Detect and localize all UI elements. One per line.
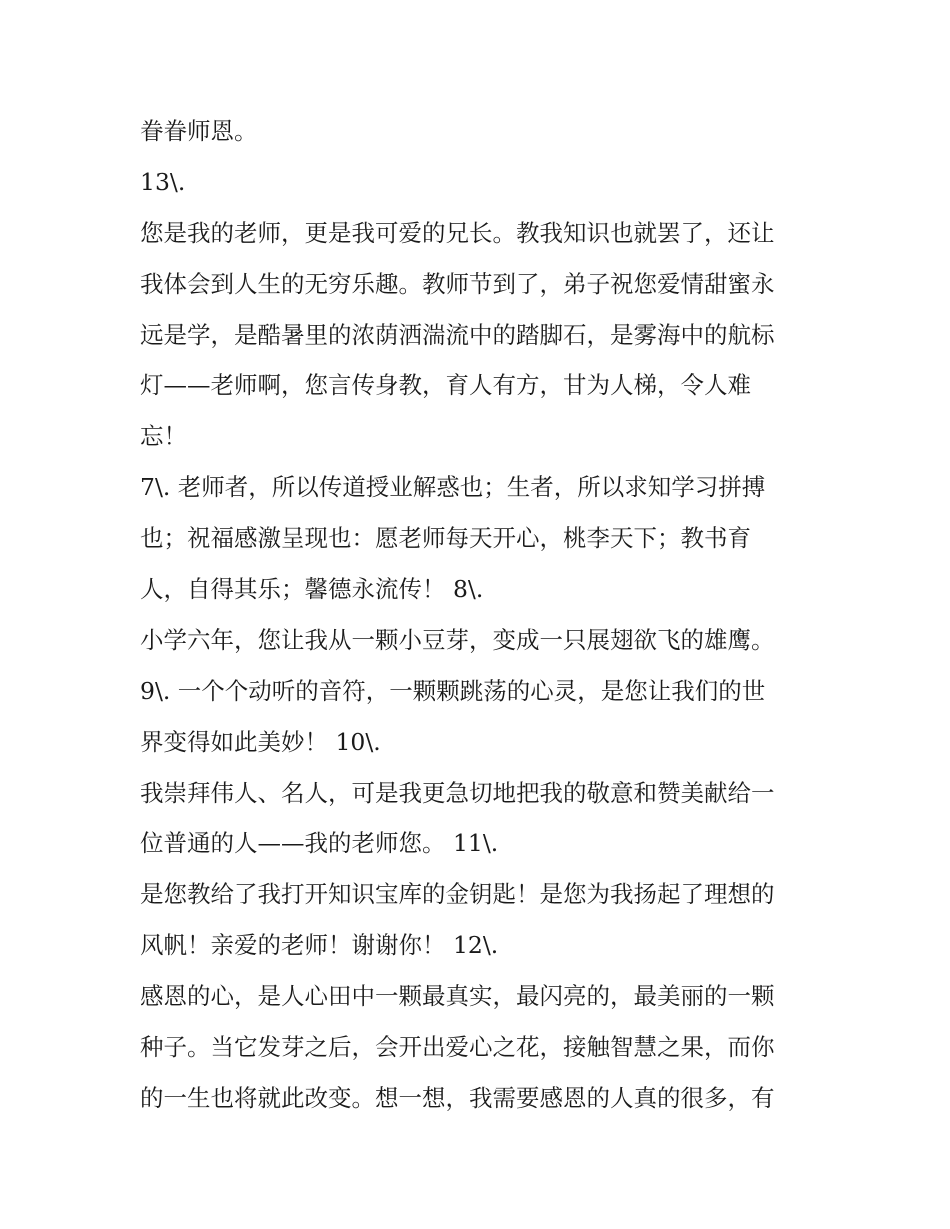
text-line: 眷眷师恩。 — [140, 117, 258, 145]
text-line: 人，自得其乐；馨德永流传！ 8\. — [140, 575, 484, 604]
text-line: 种子。当它发芽之后，会开出爱心之花，接触智慧之果，而你 — [140, 1033, 775, 1062]
text-line: 界变得如此美妙！ 10\. — [140, 727, 381, 756]
text-line: 也；祝福感激呈现也：愿老师每天开心，桃李天下；教书育 — [140, 524, 751, 553]
text-line: 远是学，是酷暑里的浓荫洒湍流中的踏脚石，是雾海中的航标 — [140, 320, 775, 349]
text-line: 感恩的心，是人心田中一颗最真实，最闪亮的，最美丽的一颗 — [140, 982, 775, 1011]
body-text — [140, 106, 820, 1124]
text-line: 13\. — [140, 167, 186, 196]
text-line: 小学六年，您让我从一颗小豆芽，变成一只展翅欲飞的雄鹰。 — [140, 625, 775, 654]
text-line: 忘！ — [140, 422, 187, 451]
text-line: 7\. 老师者，所以传道授业解惑也；生者，所以求知学习拼搏 — [140, 473, 766, 502]
text-line: 我体会到人生的无穷乐趣。教师节到了，弟子祝您爱情甜蜜永 — [140, 269, 775, 298]
text-line: 我崇拜伟人、名人，可是我更急切地把我的敬意和赞美献给一 — [140, 778, 775, 807]
text-line: 灯——老师啊，您言传身教，育人有方，甘为人梯，令人难 — [140, 371, 751, 400]
text-line: 您是我的老师，更是我可爱的兄长。教我知识也就罢了，还让 — [140, 218, 775, 247]
text-line: 是您教给了我打开知识宝库的金钥匙！是您为我扬起了理想的 — [140, 880, 775, 909]
text-line: 的一生也将就此改变。想一想，我需要感恩的人真的很多，有 — [140, 1083, 775, 1112]
text-line: 风帆！亲爱的老师！谢谢你！ 12\. — [140, 931, 499, 960]
text-line: 9\. 一个个动听的音符，一颗颗跳荡的心灵，是您让我们的世 — [140, 676, 766, 705]
text-line: 位普通的人——我的老师您。 11\. — [140, 829, 499, 858]
